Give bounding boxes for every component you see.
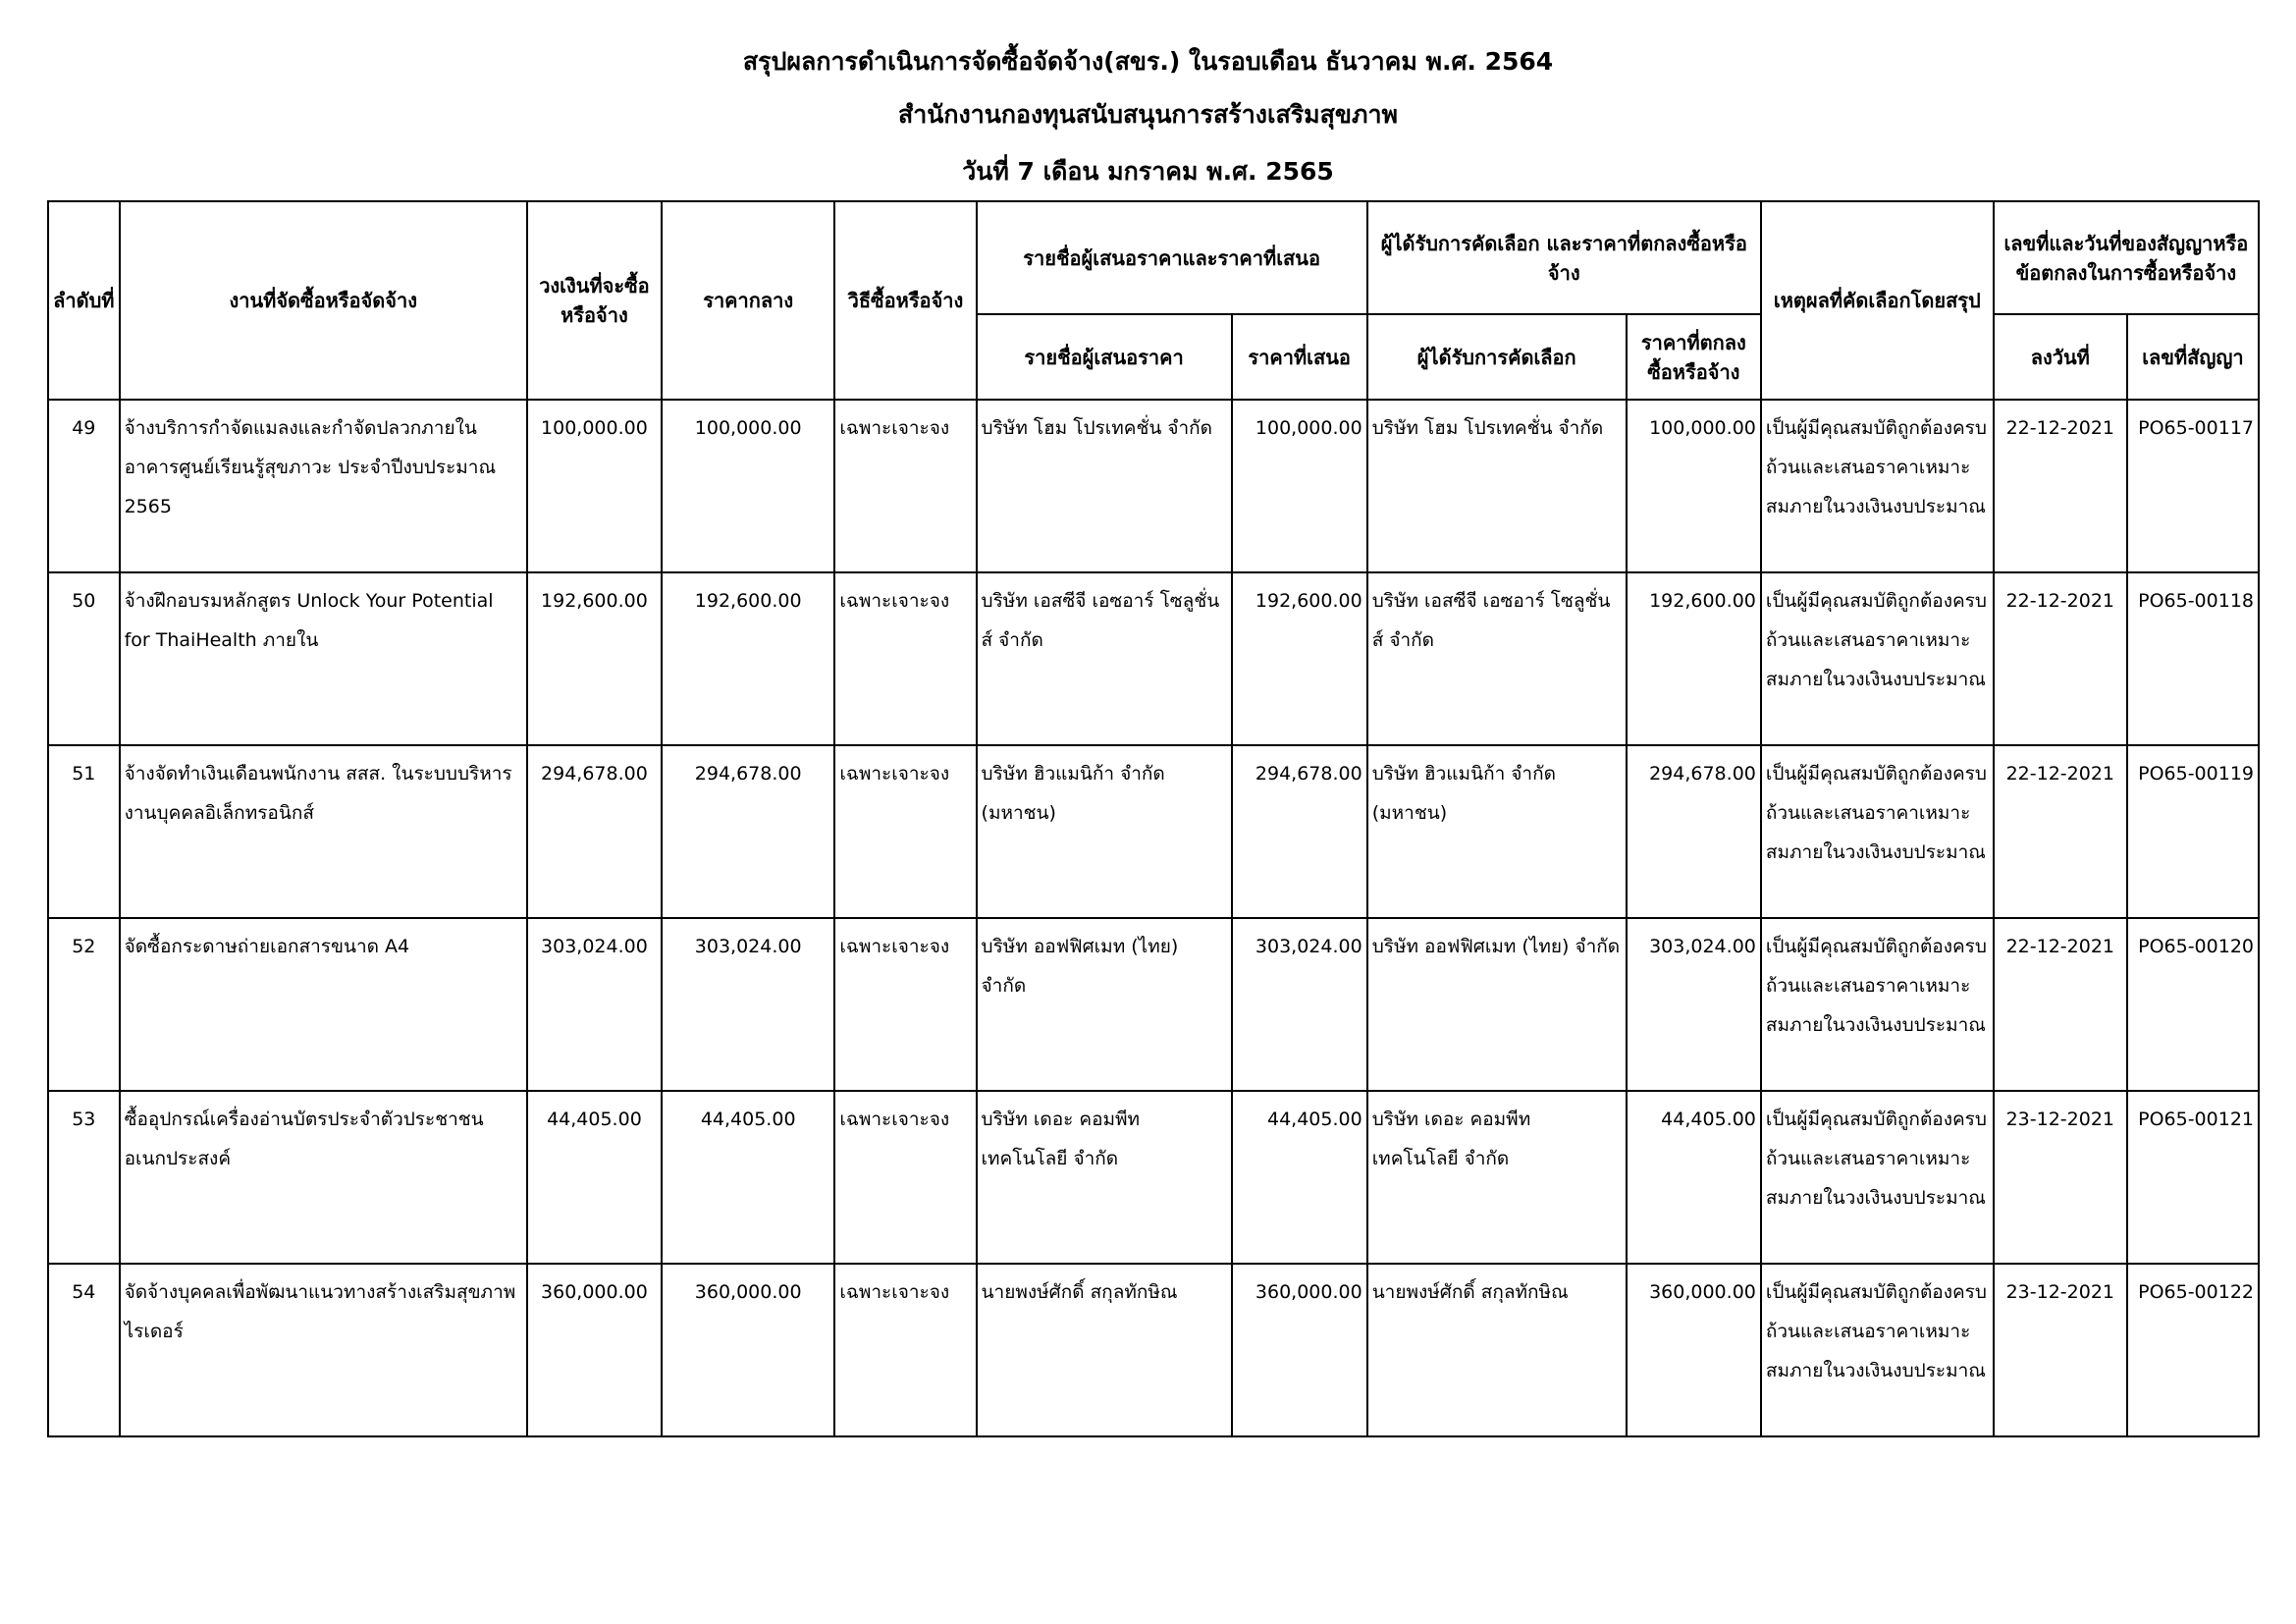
cell-method: เฉพาะเจาะจง (834, 400, 976, 572)
cell-seq: 51 (48, 745, 120, 918)
cell-budget: 192,600.00 (527, 572, 662, 745)
table-row (48, 918, 2259, 1091)
cell-median-price: 303,024.00 (662, 918, 834, 1091)
cell-contract-date: 22-12-2021 (1994, 400, 2127, 572)
cell-selected-name: นายพงษ์ศักดิ์ สกุลทักษิณ (1367, 1264, 1627, 1436)
cell-contract-date: 22-12-2021 (1994, 572, 2127, 745)
cell-bidder-name: บริษัท ออฟฟิศเมท (ไทย) จำกัด (977, 918, 1232, 1091)
cell-item: จัดซื้อกระดาษถ่ายเอกสารขนาด A4 (120, 918, 527, 1091)
cell-agreed-price: 100,000.00 (1627, 400, 1761, 572)
cell-bidder-name: นายพงษ์ศักดิ์ สกุลทักษิณ (977, 1264, 1232, 1436)
cell-budget: 44,405.00 (527, 1091, 662, 1264)
cell-seq: 49 (48, 400, 120, 572)
cell-seq: 52 (48, 918, 120, 1091)
cell-contract-no: PO65-00122 (2127, 1264, 2259, 1436)
cell-median-price: 44,405.00 (662, 1091, 834, 1264)
table-row (48, 572, 2259, 745)
cell-bid-price: 44,405.00 (1232, 1091, 1367, 1264)
cell-agreed-price: 294,678.00 (1627, 745, 1761, 918)
cell-bid-price: 100,000.00 (1232, 400, 1367, 572)
cell-reason: เป็นผู้มีคุณสมบัติถูกต้องครบถ้วนและเสนอราคาเหมาะสมภายในวงเงินงบประมาณ (1761, 1264, 1994, 1436)
cell-bid-price: 303,024.00 (1232, 918, 1367, 1091)
cell-bidder-name: บริษัท เอสซีจี เอซอาร์ โซลูชั่นส์ จำกัด (977, 572, 1232, 745)
cell-agreed-price: 192,600.00 (1627, 572, 1761, 745)
cell-bidder-name: บริษัท โฮม โปรเทคชั่น จำกัด (977, 400, 1232, 572)
header-bidders-group: รายชื่อผู้เสนอราคาและราคาที่เสนอ (977, 201, 1367, 314)
cell-contract-date: 22-12-2021 (1994, 745, 2127, 918)
organization-name: สำนักงานกองทุนสนับสนุนการสร้างเสริมสุขภาพ (897, 100, 1399, 129)
header-budget: วงเงินที่จะซื้อหรือจ้าง (527, 201, 662, 400)
cell-budget: 294,678.00 (527, 745, 662, 918)
cell-contract-no: PO65-00118 (2127, 572, 2259, 745)
cell-selected-name: บริษัท เอสซีจี เอซอาร์ โซลูชั่นส์ จำกัด (1367, 572, 1627, 745)
cell-bid-price: 192,600.00 (1232, 572, 1367, 745)
cell-contract-no: PO65-00120 (2127, 918, 2259, 1091)
cell-selected-name: บริษัท เดอะ คอมพีท เทคโนโลยี จำกัด (1367, 1091, 1627, 1264)
cell-item: จ้างฝึกอบรมหลักสูตร Unlock Your Potential for ThaiHealth ภายใน (120, 572, 527, 745)
cell-agreed-price: 360,000.00 (1627, 1264, 1761, 1436)
cell-median-price: 360,000.00 (662, 1264, 834, 1436)
report-date: วันที่ 7 เดือน มกราคม พ.ศ. 2565 (962, 157, 1334, 186)
header-method: วิธีซื้อหรือจ้าง (834, 201, 976, 400)
cell-contract-no: PO65-00121 (2127, 1091, 2259, 1264)
table-row (48, 1264, 2259, 1436)
cell-bidder-name: บริษัท เดอะ คอมพีท เทคโนโลยี จำกัด (977, 1091, 1232, 1264)
cell-median-price: 192,600.00 (662, 572, 834, 745)
cell-selected-name: บริษัท ฮิวแมนิก้า จำกัด (มหาชน) (1367, 745, 1627, 918)
cell-method: เฉพาะเจาะจง (834, 1091, 976, 1264)
header-agreed-price: ราคาที่ตกลงซื้อหรือจ้าง (1627, 314, 1761, 400)
header-selected-name: ผู้ได้รับการคัดเลือก (1367, 314, 1627, 400)
header-selected-group: ผู้ได้รับการคัดเลือก และราคาที่ตกลงซื้อหรือจ้าง (1367, 201, 1761, 314)
cell-bid-price: 294,678.00 (1232, 745, 1367, 918)
cell-budget: 100,000.00 (527, 400, 662, 572)
header-item: งานที่จัดซื้อหรือจัดจ้าง (120, 201, 527, 400)
cell-reason: เป็นผู้มีคุณสมบัติถูกต้องครบถ้วนและเสนอราคาเหมาะสมภายในวงเงินงบประมาณ (1761, 745, 1994, 918)
cell-selected-name: บริษัท โฮม โปรเทคชั่น จำกัด (1367, 400, 1627, 572)
cell-contract-no: PO65-00119 (2127, 745, 2259, 918)
cell-contract-date: 22-12-2021 (1994, 918, 2127, 1091)
cell-contract-date: 23-12-2021 (1994, 1091, 2127, 1264)
cell-item: จัดจ้างบุคคลเพื่อพัฒนาแนวทางสร้างเสริมสุขภาพไรเดอร์ (120, 1264, 527, 1436)
cell-method: เฉพาะเจาะจง (834, 745, 976, 918)
cell-contract-date: 23-12-2021 (1994, 1264, 2127, 1436)
cell-seq: 53 (48, 1091, 120, 1264)
header-contract-group: เลขที่และวันที่ของสัญญาหรือข้อตกลงในการซื้อหรือจ้าง (1994, 201, 2259, 314)
table-row (48, 400, 2259, 572)
cell-item: จ้างบริการกำจัดแมลงและกำจัดปลวกภายในอาคารศูนย์เรียนรู้สุขภาวะ ประจำปีงบประมาณ 2565 (120, 400, 527, 572)
header-seq: ลำดับที่ (48, 201, 120, 400)
cell-reason: เป็นผู้มีคุณสมบัติถูกต้องครบถ้วนและเสนอราคาเหมาะสมภายในวงเงินงบประมาณ (1761, 400, 1994, 572)
cell-bidder-name: บริษัท ฮิวแมนิก้า จำกัด (มหาชน) (977, 745, 1232, 918)
cell-item: ซื้ออุปกรณ์เครื่องอ่านบัตรประจำตัวประชาชนอเนกประสงค์ (120, 1091, 527, 1264)
cell-reason: เป็นผู้มีคุณสมบัติถูกต้องครบถ้วนและเสนอราคาเหมาะสมภายในวงเงินงบประมาณ (1761, 1091, 1994, 1264)
cell-agreed-price: 303,024.00 (1627, 918, 1761, 1091)
cell-seq: 54 (48, 1264, 120, 1436)
cell-bid-price: 360,000.00 (1232, 1264, 1367, 1436)
table-row (48, 745, 2259, 918)
cell-method: เฉพาะเจาะจง (834, 1264, 976, 1436)
header-bidder-name: รายชื่อผู้เสนอราคา (977, 314, 1232, 400)
cell-median-price: 100,000.00 (662, 400, 834, 572)
table-header (48, 201, 2259, 400)
cell-method: เฉพาะเจาะจง (834, 572, 976, 745)
cell-seq: 50 (48, 572, 120, 745)
header-contract-date: ลงวันที่ (1994, 314, 2127, 400)
table-row (48, 1091, 2259, 1264)
header-contract-no: เลขที่สัญญา (2127, 314, 2259, 400)
cell-selected-name: บริษัท ออฟฟิศเมท (ไทย) จำกัด (1367, 918, 1627, 1091)
header-bid-price: ราคาที่เสนอ (1232, 314, 1367, 400)
cell-budget: 360,000.00 (527, 1264, 662, 1436)
header-reason: เหตุผลที่คัดเลือกโดยสรุป (1761, 201, 1994, 400)
cell-item: จ้างจัดทำเงินเดือนพนักงาน สสส. ในระบบบริหารงานบุคคลอิเล็กทรอนิกส์ (120, 745, 527, 918)
report-title: สรุปผลการดำเนินการจัดซื้อจัดจ้าง(สขร.) ในรอบเดือน ธันวาคม พ.ศ. 2564 (742, 47, 1554, 76)
cell-reason: เป็นผู้มีคุณสมบัติถูกต้องครบถ้วนและเสนอราคาเหมาะสมภายในวงเงินงบประมาณ (1761, 918, 1994, 1091)
cell-budget: 303,024.00 (527, 918, 662, 1091)
procurement-table (47, 200, 2260, 1437)
cell-method: เฉพาะเจาะจง (834, 918, 976, 1091)
header-median-price: ราคากลาง (662, 201, 834, 400)
cell-reason: เป็นผู้มีคุณสมบัติถูกต้องครบถ้วนและเสนอราคาเหมาะสมภายในวงเงินงบประมาณ (1761, 572, 1994, 745)
table-body (48, 400, 2259, 1436)
cell-contract-no: PO65-00117 (2127, 400, 2259, 572)
cell-median-price: 294,678.00 (662, 745, 834, 918)
cell-agreed-price: 44,405.00 (1627, 1091, 1761, 1264)
